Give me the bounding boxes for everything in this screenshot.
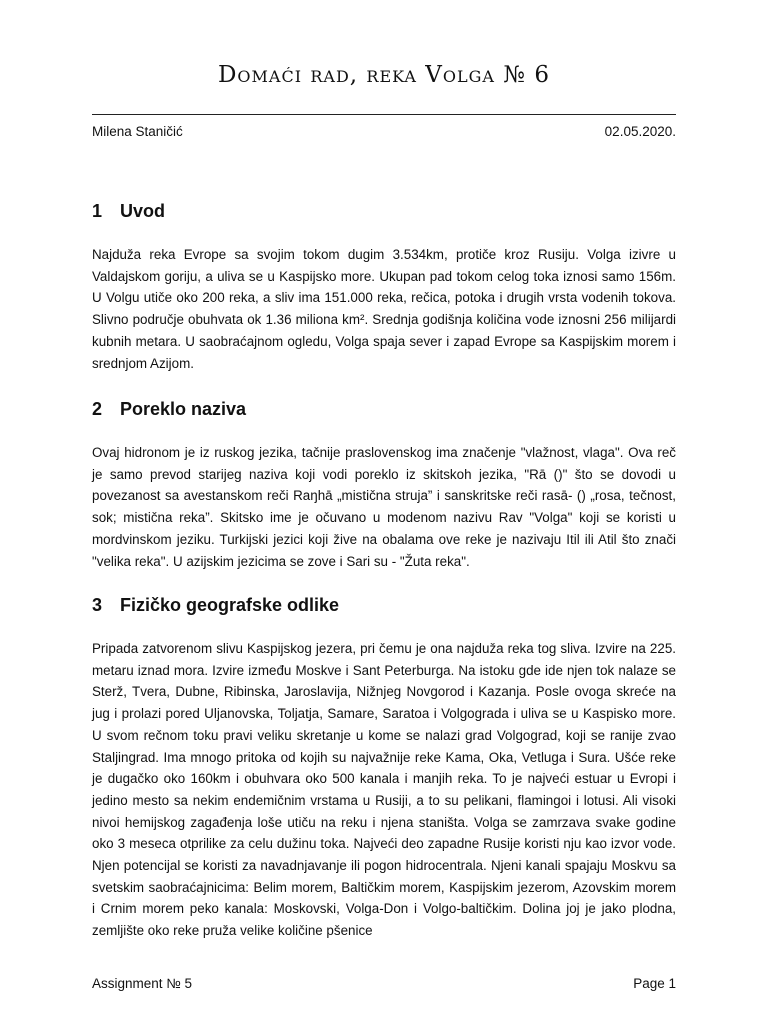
section-heading (92, 198, 676, 224)
section-title: Fizičko geografske odlike (120, 595, 340, 615)
footer-assignment: Assignment № 5 (92, 976, 193, 991)
section-heading (92, 592, 676, 618)
section-body: Ovaj hidronom je iz ruskog jezika, tačnije praslovenskog ima značenje "vlažnost, vlaga". Ova reč je samo prevod starijeg naziva koji vodi poreklo iz skitskoh jezika, "Rā ()" što se dovodi u povezanost sa avestanskom reči Raŋhā „mistična struja” i sanskritske reči rasā- () „rosa, tečnost, sok; mistična reka”. Skitsko ime je očuvano u modenom nazivu Rav "Volga" koji se koristi u mordvinskom jeziku. Turkijski jezici koji žive na obalama ove reke je nazivaju Itil ili Atil što znači "velika reka". U azijskim jezicima se zove i Sari su - "Žuta reka". (92, 445, 676, 569)
document-title: Domaći rad, reka Volga № 6 (217, 62, 551, 88)
document-page (92, 0, 676, 1024)
footer-page-number: Page 1 (633, 976, 676, 991)
section-body: Najduža reka Evrope sa svojim tokom dugim 3.534km, protiče kroz Rusiju. Volga izivre u Valdajskom goriju, a uliva se u Kaspijsko more. Ukupan pad tokom celog toka iznosi samo 156m. U Volgu utiče oko 200 reka, a sliv ima 151.000 reka, rečica, potoka i drugih vrsta vodenih tokova. Slivno područje obuhvata ok 1.36 miliona km². Srednja godišnja količina vode iznosni 256 milijardi kubnih metara. U saobraćajnom ogledu, Volga spaja sever i zapad Evrope sa Kaspijskim morem i srednjom Azijom. (92, 247, 676, 371)
section-number: 3 (92, 595, 103, 615)
section-poreklo-naziva (92, 396, 676, 572)
section-number: 1 (92, 201, 103, 221)
section-uvod (92, 198, 676, 374)
section-number: 2 (92, 399, 103, 419)
section-body: Pripada zatvorenom slivu Kaspijskog jezera, pri čemu je ona najduža reka tog sliva. Izvire na 225. metaru iznad mora. Izvire između Moskve i Sant Peterburga. Na istoku gde ide njen tok nalaze se Sterž, Tvera, Dubne, Ribinska, Jaroslavija, Nižnjeg Novgorod i Kazanja. Posle ovoga skreće na jug i prolazi pored Uljanovska, Toljatja, Samare, Saratoa i Volgograda i uliva se u Kaspisko more. U svom rečnom toku pravi veliku skretanje u kome se nalazi grad Volgograd, koji se ranije zvao Staljingrad. Ima mnogo pritoka od kojih su najvažnije reke Kama, Oka, Vetluga i Sura. Ušće reke je dugačko oko 160km i obuhvara oko 500 kanala i manjih reka. To je najveći estuar u Evropi i jedino mesto sa nekim endemičnim vrstama u Rusiji, a to su pelikani, flamingoi i lotusi. Ali visoki nivoi hemijskog zagađenja loše utiču na reku i njena staništa. Volga se zamrzava svake godine oko 3 meseca otprilike za celu dužinu toka. Najveći deo zapadne Rusije koristi nju kao izvor vode. Njen potencijal se koristi za navadnjavanje ili pogon hidrocentrala. Njeni kanali spajaju Moskvu sa svetskim saobraćajnicima: Belim morem, Baltičkim morem, Kaspijskim jezerom, Azovskim morem i Crnim morem peko kanala: Moskovski, Volga-Don i Volgo-baltičkim. Dolina joj je jako plodna, zemljište oko reke pruža velike količine pšenice (92, 641, 676, 939)
section-heading (92, 396, 676, 422)
author-name: Milena Staničić (92, 124, 183, 139)
section-title: Poreklo naziva (120, 399, 247, 419)
section-title: Uvod (120, 201, 165, 221)
section-fizicko-geografske-odlike (92, 592, 676, 942)
title-rule (92, 114, 676, 115)
document-date: 02.05.2020. (604, 124, 676, 139)
